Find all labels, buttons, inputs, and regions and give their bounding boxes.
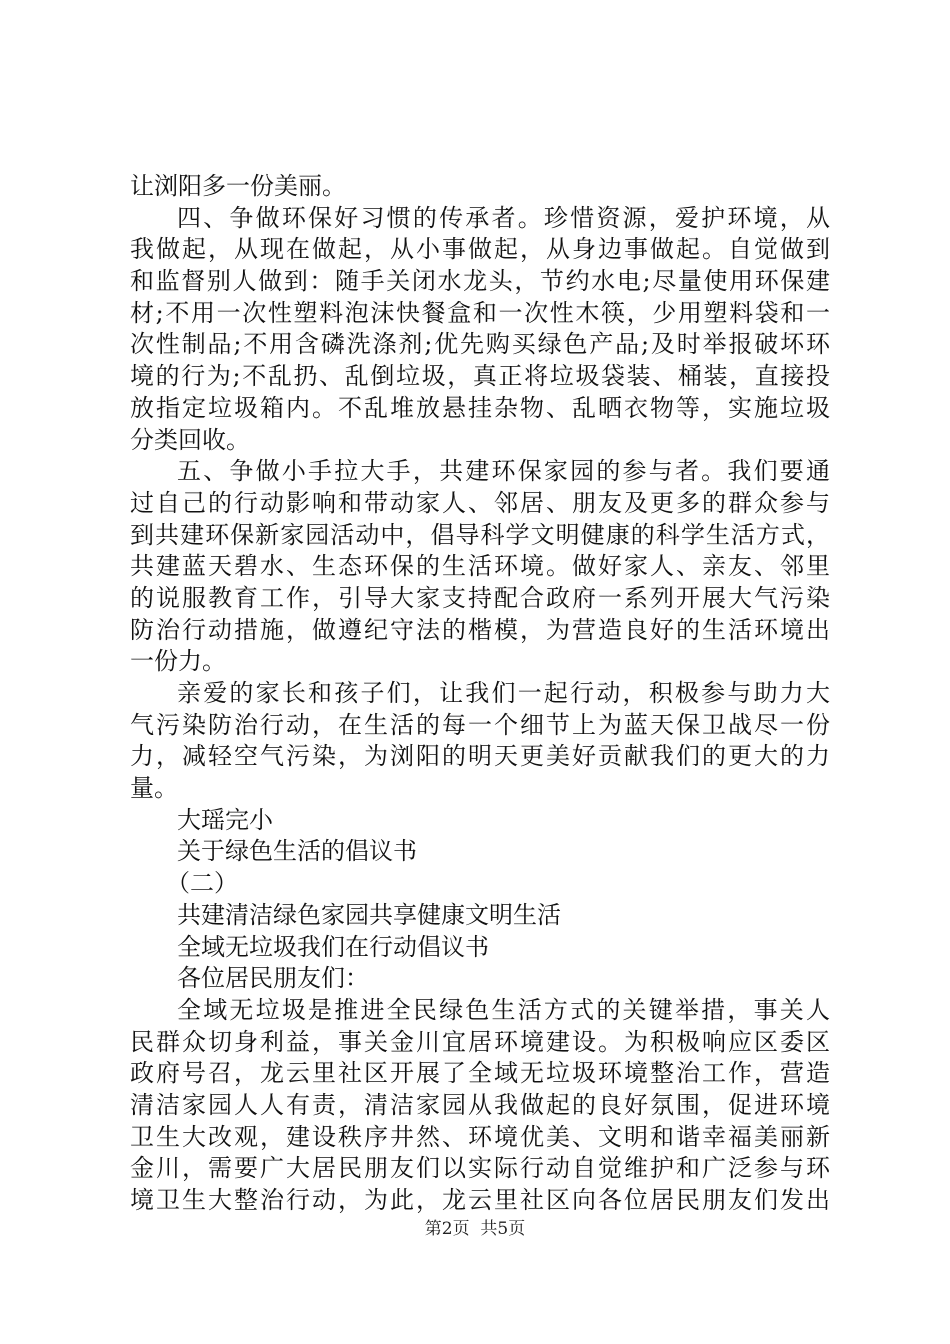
text-line: 防治行动措施，做遵纪守法的楷模，为营造良好的生活环境出: [130, 615, 830, 644]
text-line: 我做起，从现在做起，从小事做起，从身边事做起。自觉做到: [130, 235, 830, 264]
text-line: （二）: [166, 869, 238, 898]
text-line: 各位居民朋友们：: [177, 964, 369, 993]
text-line: 卫生大改观，建设秩序井然、环境优美、文明和谐幸福美丽新: [130, 1122, 830, 1151]
text-line: 亲爱的家长和孩子们，让我们一起行动，积极参与助力大: [177, 679, 830, 707]
text-line: 境卫生大整治行动，为此，龙云里社区向各位居民朋友们发出: [130, 1186, 830, 1214]
text-line: 气污染防治行动，在生活的每一个细节上为蓝天保卫战尽一份: [130, 710, 830, 739]
text-line: 次性制品;不用含磷洗涤剂;优先购买绿色产品;及时举报破坏环: [130, 330, 830, 359]
text-line: 放指定垃圾箱内。不乱堆放悬挂杂物、乱晒衣物等，实施垃圾: [130, 393, 830, 422]
text-line: 全域无垃圾是推进全民绿色生活方式的关键举措，事关人: [177, 995, 830, 1024]
text-line: 过自己的行动影响和带动家人、邻居、朋友及更多的群众参与: [130, 488, 830, 517]
text-line: 关于绿色生活的倡议书: [177, 837, 417, 866]
page-footer: [0, 1218, 950, 1240]
text-line: 政府号召，龙云里社区开展了全域无垃圾环境整治工作，营造: [130, 1059, 830, 1088]
page-suffix: 页: [508, 1219, 526, 1239]
text-line: 分类回收。: [130, 425, 250, 454]
text-line: 到共建环保新家园活动中，倡导科学文明健康的科学生活方式，: [130, 520, 830, 549]
text-line: 材;不用一次性塑料泡沫快餐盒和一次性木筷，少用塑料袋和一: [130, 298, 830, 327]
page-current: 2: [441, 1219, 453, 1239]
document-body: [130, 171, 830, 1217]
text-line: 四、争做环保好习惯的传承者。珍惜资源，爱护环境，从: [177, 203, 830, 232]
text-line: 五、争做小手拉大手，共建环保家园的参与者。我们要通: [177, 457, 830, 486]
text-line: 境的行为;不乱扔、乱倒垃圾，真正将垃圾袋装、桶装，直接投: [130, 362, 830, 391]
text-line: 共建清洁绿色家园共享健康文明生活: [177, 900, 561, 929]
text-line: 清洁家园人人有责，清洁家园从我做起的良好氛围，促进环境: [130, 1090, 830, 1119]
text-line: 全域无垃圾我们在行动倡议书: [177, 932, 489, 961]
text-line: 和监督别人做到：随手关闭水龙头，节约水电;尽量使用环保建: [130, 267, 830, 296]
text-line: 金川，需要广大居民朋友们以实际行动自觉维护和广泛参与环: [130, 1154, 830, 1183]
text-line: 力，减轻空气污染，为浏阳的明天更美好贡献我们的更大的力: [130, 742, 830, 771]
page-prefix: 第: [424, 1219, 442, 1239]
page-mid: 页 共: [452, 1219, 498, 1239]
page-total: 5: [497, 1219, 509, 1239]
text-line: 共建蓝天碧水、生态环保的生活环境。做好家人、亲友、邻里: [130, 552, 830, 581]
text-line: 让浏阳多一份美丽。: [130, 172, 346, 200]
text-line: 量。: [130, 774, 178, 803]
text-line: 一份力。: [130, 647, 226, 676]
text-line: 的说服教育工作，引导大家支持配合政府一系列开展大气污染: [130, 583, 830, 612]
text-line: 大瑶完小: [177, 805, 273, 834]
text-line: 民群众切身利益，事关金川宜居环境建设。为积极响应区委区: [130, 1027, 830, 1056]
